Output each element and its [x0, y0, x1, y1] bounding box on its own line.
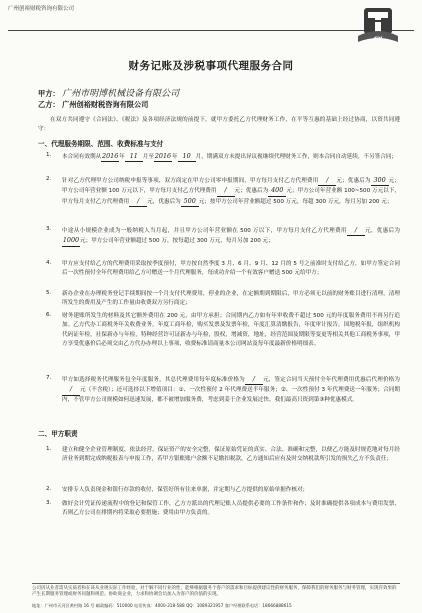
svg-text:CY: CY [373, 36, 383, 43]
party-b-label: 乙方： [38, 100, 60, 109]
duty-3-text: 做好会计凭证传递流程中的登记和保管工作，乙方方派出的代理记账人员提供必要的工作条件和作；及时准确提供各项成本与费用发票，否则乙方公司在排期内将采取必要措施；费用由甲方负责的。 [62, 501, 400, 517]
duty-1-number: 1. [46, 446, 52, 452]
header-company-name: 广州创裕财税咨询有限公司 [8, 6, 75, 12]
item-7-text: 甲方如选择税务代理服务包全年度服务，其总代理费用每年度标准价格为 / 元，签定合同当天预付全年代理费用优惠后代理价格为/ 元（不含税）；还可选择以下增值项目：①、一次性预付 2 年代理费送半年服务；②、一次性预付 3 年代理费送一年服务；合同期内，不管甲方公司规模如何迅速发展，都不被增加服务费，考虑到姜于企业发展过快，我们最高只资到第③种优惠模式。 [62, 375, 400, 403]
end-year: 2016 [154, 152, 172, 162]
company-logo-icon [356, 6, 400, 46]
duty-1-text: 建立和健全企业管理制度，依法经营，保证资产的安全完整，保证原始凭证的真实、合法、准确和完整，以便乙方能及时规范地对每月经济业务到期完成纳税报表与申报工作，若甲方银账账户余额不足缴扣税款，乙方通知后应有及时交纳税款所引发的损失乙方不负责任； [62, 447, 400, 463]
item-5-text: 新办企业在办理税务登记手续期间按一个月支付代理费用，停业的企业，在定额期到期限后，甲方必须无以前的财务账目进行清理，清理所发生的费用及产生的工作量由收费双方另行商定； [62, 291, 400, 307]
party-b-value: 广州创裕财税咨询有限公司 [62, 100, 149, 109]
duty-2-text: 安排专人负责现金和银行存款的收付，保管好所有往来单据，并定期与乙方提供的原始单据作核对； [62, 487, 309, 493]
document-title: 财务记账及涉税事项代理服务合同 [128, 60, 294, 72]
item-6-number: 6. [46, 312, 52, 318]
start-year: 2016 [101, 152, 119, 162]
party-a-label: 甲方： [38, 89, 60, 98]
duty-3-number: 3. [46, 500, 52, 506]
header-divider [8, 30, 414, 31]
item-1-text: 本合同有效期从2016年 11 月至2016年 10 月，期满双方未提出异议视继续代理财务工作，则本合同自动延续，不另签合同； [62, 152, 400, 162]
end-month: 10 [178, 152, 196, 162]
item-3-number: 3. [46, 226, 52, 232]
preamble: 在双方共同遵守《合同法》、《税法》及各项经济法规的前提下，就甲方委托乙方代理财务工作，在平等互惠的基础上经过协商，以资共同遵守： [38, 117, 400, 133]
item-2-number: 2. [46, 176, 52, 182]
item-2-text: 针对乙方代理甲方公司纳税申报等事项，双方商定在甲方公司零申报期间，甲方每月支付乙方代理费用 / 元；优惠后为 300 元；甲方公司年营业额 100 万元以下，甲方每月支付乙方代理费用 / 元；优惠后为 400 元；甲方公司年营业额 100~500 万元以下，甲方每月支付乙方代理费用 / 元，优惠后为 500 元；按甲方公司年营业额超过 500 万元，每超 300 万元，每月另加 200 元； [62, 176, 400, 207]
section-2-heading: 二、甲方职责 [38, 430, 78, 438]
item-6-text: 财务建账所发生的材料及其它额外费用在 200 元，由甲方承担；合同期内乙方如有年审收费不超过 500 元的年度服务费用不再另行追加。乙方代办工商税务年关收费业务，年度工商年检，购买发票及发票年检，年度汇算清缴报告，年度审计报告，国地税年报，组织机构代码证年检，社保新办与年检，特种经营许可证新办与年检，股权，增减资，地址，经营范围及期限等变更等相关其他工商税务事项，甲方享受优惠价后必须交由乙方代办办理以上事项，收费标准请商量本公司网站及每年度最新价格明细表。 [62, 313, 400, 348]
footer-contact: 地址：广州市天河区黄村路 16 号 邮政编码：510000 电话传真：4000-318-588 QQ：1089321957 客户经理联系电话：18666888615 [32, 603, 292, 608]
item-7-number: 7. [46, 375, 52, 381]
item-4-number: 4. [46, 260, 52, 266]
duty-2-number: 2. [46, 486, 52, 492]
party-b [38, 100, 148, 110]
start-month: 11 [125, 152, 143, 162]
party-a-value: 广州市明博机械设备有限公司 [62, 89, 180, 99]
party-a [38, 86, 179, 99]
section-1-heading: 一、代理服务期限、范围、收费标准与支付 [38, 140, 164, 148]
item-1-number: 1. [46, 152, 52, 158]
item-3-text: 中途从小规模企业成为一般纳税人当月起，并且甲方公司年营业额在 500 万以下，甲方每月支付乙方代理费用 / 元，优惠后为1000元；甲方公司年营业额超过 500 万，按每超过 300 万元，每月另加 200 元； [62, 226, 400, 247]
item-5-number: 5. [46, 290, 52, 296]
footer-note: 公司因从业者需从实质者和在该从业规实际工作经验，对于解不同行业的性，能够根据服务个客户的需求和目标提供建议性的财务服务，保障我们的财务服务与财务管理，实现有效果的产生长期服务管理或财务问题和规范。协助商企业，力求和协调会员加入为客户的价值的实现。 [32, 583, 400, 598]
item-4-text: 甲方应支付给乙方的代理费用采取按季度预付，甲方按自然季度 3 月、6 月、9 月、12 月的 5 号之前准时支付给乙方，如甲方签定合同后一次性预付全年代理费用给乙方可赠送一个月代理服务，每成功介绍一个有效客户赠送 500 元给甲方； [62, 261, 400, 277]
